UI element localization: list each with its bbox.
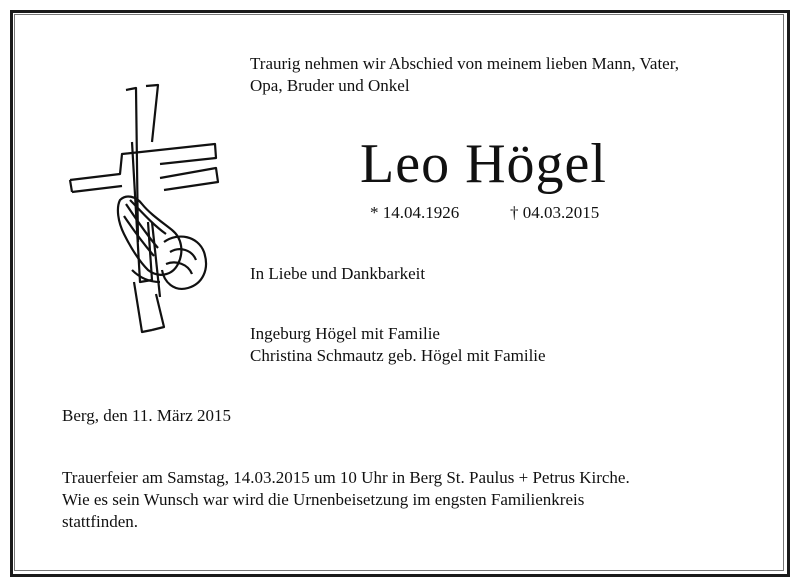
- thanks-text: In Liebe und Dankbarkeit: [250, 264, 426, 283]
- intro-line: Traurig nehmen wir Abschied von meinem lieben Mann, Vater,: [250, 54, 679, 73]
- funeral-line: Trauerfeier am Samstag, 14.03.2015 um 10 Uhr in Berg St. Paulus + Petrus Kirche.: [62, 468, 630, 487]
- place-date: Berg, den 11. März 2015: [62, 406, 232, 425]
- death-date: † 04.03.2015: [510, 203, 600, 222]
- funeral-line: Wie es sein Wunsch war wird die Urnenbeisetzung im engsten Familienkreis: [62, 490, 585, 509]
- funeral-line: stattfinden.: [62, 512, 139, 531]
- intro-line: Opa, Bruder und Onkel: [250, 76, 410, 95]
- cross-with-praying-hands-icon: [60, 82, 225, 340]
- family-list: [250, 323, 546, 367]
- family-member: Christina Schmautz geb. Högel mit Familie: [250, 346, 546, 365]
- birth-date: * 14.04.1926: [370, 203, 460, 222]
- family-member: Ingeburg Högel mit Familie: [250, 324, 440, 343]
- funeral-info: [62, 467, 630, 533]
- intro-text: [250, 53, 679, 97]
- deceased-name: Leo Högel: [360, 133, 607, 195]
